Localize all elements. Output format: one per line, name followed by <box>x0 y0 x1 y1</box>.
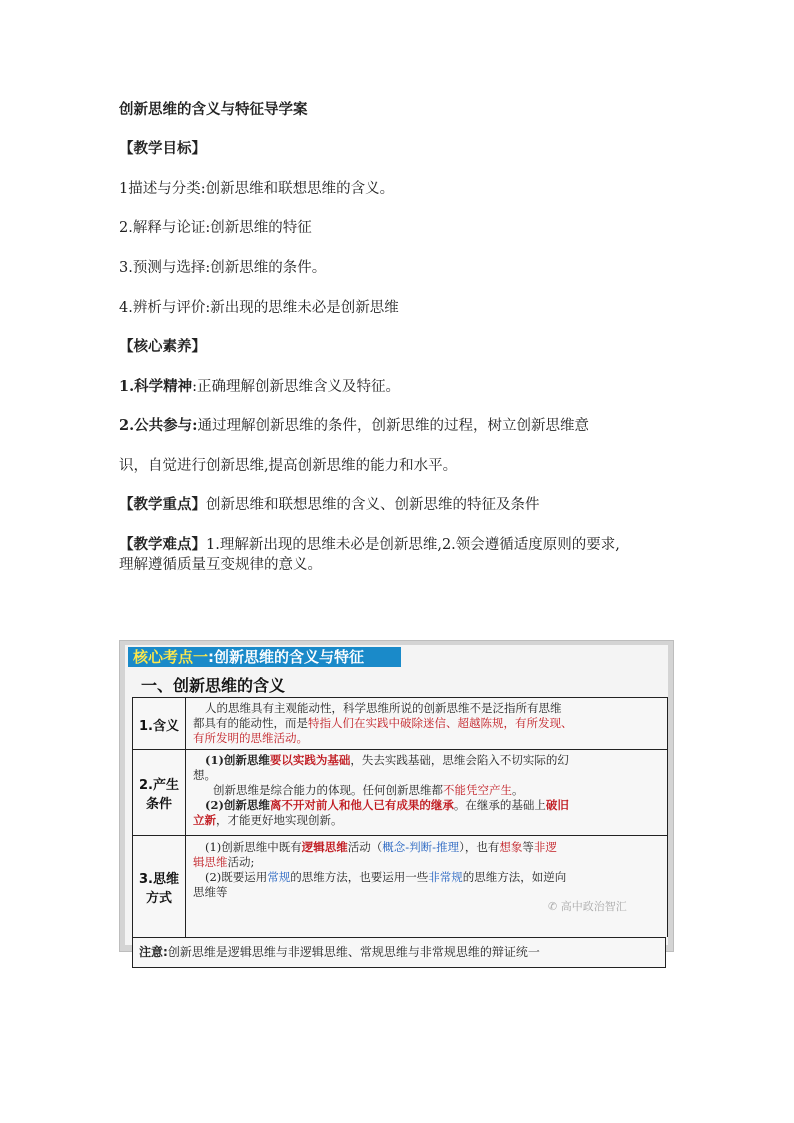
row-line: 等 <box>522 840 534 854</box>
row-text <box>193 753 661 828</box>
row-line: 人的思维具有主观能动性，科学思维所说的创新思维不是泛指所有思维 <box>205 701 562 715</box>
watermark <box>548 898 627 914</box>
card-title <box>128 647 401 667</box>
highlight-text: 非常规 <box>428 870 463 884</box>
difficulties-continuation: 理解遵循质量互变规律的意义。 <box>119 557 322 573</box>
watermark-text: 高中政治智汇 <box>560 900 627 913</box>
wechat-icon: ✆ <box>548 900 561 913</box>
row-line: ，才能更好地实现创新。 <box>216 813 343 827</box>
difficulties-text: 1.理解新出现的思维未必是创新思维,2.领会遵循适度原则的要求, <box>206 537 620 553</box>
row-label: 1.含义 <box>133 698 186 750</box>
literacy-item <box>119 375 400 396</box>
key-points-text: 创新思维和联想思维的含义、创新思维的特征及条件 <box>206 497 540 513</box>
literacy-continuation: 识，自觉进行创新思维,提高创新思维的能力和水平。 <box>119 458 458 474</box>
highlight-text: 逻辑思维 <box>301 840 348 854</box>
highlight-text: 离不开对前人和他人已有成果的继承 <box>269 798 454 812</box>
table-row <box>133 749 667 836</box>
key-points-label: 【教学重点】 <box>119 496 206 513</box>
highlight-text: 破旧 <box>545 798 569 812</box>
highlight-text: 概念-判断-推理 <box>382 840 460 854</box>
row-label <box>133 836 186 938</box>
literacy-label: 2.公共参与: <box>119 417 198 434</box>
literacy-label: 1.科学精神 <box>119 378 193 395</box>
row-text <box>193 840 661 900</box>
row-line: 活动（ <box>347 840 383 854</box>
card-title-rest: :创新思维的含义与特征 <box>208 648 365 666</box>
row-text <box>193 701 661 746</box>
literacy-heading: 【核心素养】 <box>119 338 206 355</box>
row-line: (1)创新思维中既有 <box>205 840 302 854</box>
row-line: 的思维方法，如逆向 <box>462 870 567 884</box>
highlight-text: 想象 <box>499 840 523 854</box>
row-label <box>133 750 186 836</box>
row-line: ，失去实践基础，思维会陷入不切实际的幻 <box>350 753 569 767</box>
row-line: 创新思维是综合能力的体现。任何创新思维都 <box>213 783 443 797</box>
row-line: 活动; <box>227 855 255 869</box>
table-row <box>133 835 667 938</box>
goal-item: 3.预测与选择:创新思维的条件。 <box>119 260 327 276</box>
card-title-lead: 核心考点一 <box>133 648 209 666</box>
row-label-line: 方式 <box>145 891 172 906</box>
row-line: 。在继承的基础上 <box>453 798 546 812</box>
goal-item: 1描述与分类:创新思维和联想思维的含义。 <box>119 181 395 197</box>
document-title: 创新思维的含义与特征导学案 <box>119 101 308 118</box>
key-points <box>119 493 540 514</box>
difficulties-label: 【教学难点】 <box>119 536 206 553</box>
row-line: (2)创新思维 <box>205 798 270 812</box>
highlight-text: 常规 <box>267 870 291 884</box>
goals-heading: 【教学目标】 <box>119 140 206 157</box>
row-label-line: 3.思维 <box>139 872 179 887</box>
section-heading: 一、创新思维的含义 <box>141 676 286 695</box>
row-line: 。 <box>512 783 524 797</box>
highlight-text: 不能凭空产生 <box>443 783 512 797</box>
highlight-text: 辑思维 <box>193 855 228 869</box>
highlight-text: 要以实践为基础 <box>269 753 351 767</box>
row-line: 想。 <box>193 768 216 782</box>
table-row <box>133 697 667 750</box>
row-line: ），也有 <box>459 840 500 854</box>
row-label-line: 条件 <box>145 797 172 812</box>
note-text: 创新思维是逻辑思维与非逻辑思维、常规思维与非常规思维的辩证统一 <box>167 945 540 959</box>
highlight-text: 立新 <box>193 813 216 827</box>
goal-item: 4.辨析与评价:新出现的思维未必是创新思维 <box>119 300 399 316</box>
literacy-item <box>119 414 589 435</box>
row-line: 思维等 <box>193 885 228 899</box>
row-line: (1)创新思维 <box>205 753 270 767</box>
row-line: (2)既要运用 <box>205 870 268 884</box>
row-line: 都具有的能动性，而是 <box>193 716 308 730</box>
note-row <box>132 937 666 968</box>
note-label: 注意: <box>139 945 168 959</box>
literacy-text: 通过理解创新思维的条件，创新思维的过程，树立创新思维意 <box>197 418 589 434</box>
literacy-text: :正确理解创新思维含义及特征。 <box>192 379 401 395</box>
highlight-text: 非逻 <box>533 840 557 854</box>
highlight-text: 有所发明的思维活动。 <box>193 731 308 745</box>
row-label-line: 2.产生 <box>139 778 179 793</box>
row-line: 的思维方法，也要运用一些 <box>290 870 429 884</box>
highlight-text: 特指人们在实践中破除迷信、超越陈规，有所发现、 <box>308 716 573 730</box>
difficulties <box>119 533 620 554</box>
goal-item: 2.解释与论证:创新思维的特征 <box>119 220 312 236</box>
